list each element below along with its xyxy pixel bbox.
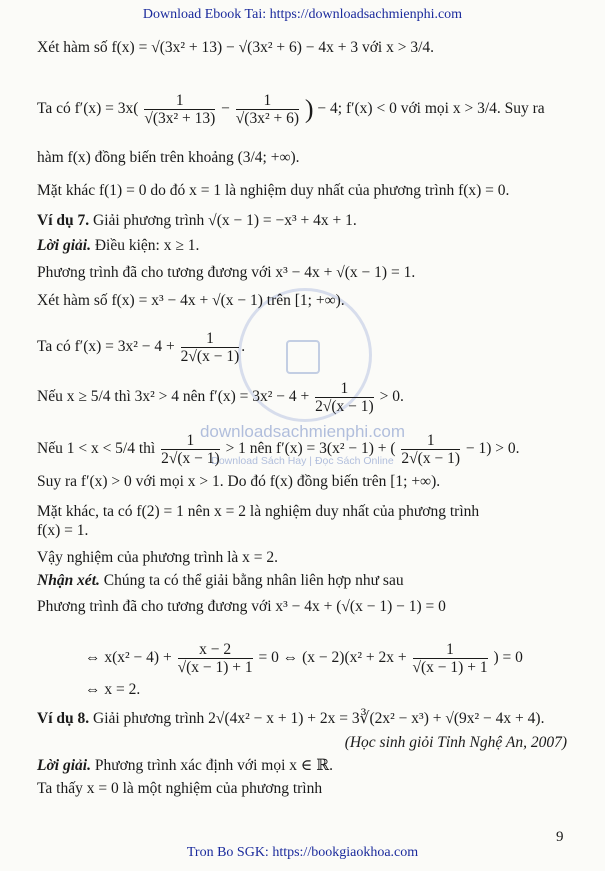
remark-title: Nhận xét. [37,572,100,589]
example-7-body: Giải phương trình √(x − 1) = −x³ + 4x + 1. [93,212,357,229]
line-4: Mặt khác f(1) = 0 do đó x = 1 là nghiệm duy nhất của phương trình f(x) = 0. [37,182,510,199]
line-10: Nếu x ≥ 5/4 thì 3x² > 4 nên f′(x) = 3x² − 4 + $\frac{1}{2√(x - 1)}$ > 0. [37,380,404,415]
solution-title: Lời giải. [37,237,91,254]
example-8 [37,709,544,729]
page-number: 9 [556,829,564,845]
line-8: Xét hàm số f(x) = x³ − 4x + √(x − 1) trên [1; +∞). [37,292,345,309]
line-9: Ta có f′(x) = 3x² − 4 + $\frac{1}{2√(x - 1)}$ . [37,330,246,365]
remark-line [37,571,404,591]
header-link[interactable]: Download Ebook Tai: https://downloadsachmienphi.com [142,7,463,22]
fraction-e: $\frac{1}{2√(x - 1)}$ [161,432,220,467]
example-8-body: Giải phương trình 2√(4x² − x + 1) + 2x = 3∛(2x² − x³) + √(9x² − 4x + 4). [93,710,545,727]
footer-link[interactable]: Tron Bo SGK: https://bookgiaokhoa.com [186,845,419,860]
fraction-f: $\frac{1}{2√(x - 1)}$ [401,432,460,467]
remark-body: Chúng ta có thể giải bằng nhân liên hợp như sau [103,572,404,589]
line-21-body: Phương trình xác định với mọi x ∈ ℝ. [94,757,333,774]
line-22: Ta thấy x = 0 là một nghiệm của phương trình [37,780,323,797]
line-3: hàm f(x) đồng biến trên khoảng (3/4; +∞). [37,149,300,166]
fraction-b: $\frac{1}{\text{√(3x² + 6)}}$ [235,92,299,127]
watermark-book-icon [286,340,320,374]
solution-line [37,236,199,256]
line-7: Phương trình đã cho tương đương với x³ − 4x + √(x − 1) = 1. [37,264,416,281]
line-14: f(x) = 1. [37,522,89,539]
fraction-h: $\frac{1}{√(x - 1) + 1}$ [412,641,488,676]
fraction-d: $\frac{1}{2√(x - 1)}$ [315,380,374,415]
example-7-title: Ví dụ 7. [37,212,90,229]
line-17: Phương trình đã cho tương đương với x³ − 4x + (√(x − 1) − 1) = 0 [37,598,446,615]
line-21-title: Lời giải. [37,757,91,774]
example-8-source: (Học sinh giỏi Tỉnh Nghệ An, 2007) [344,734,567,751]
denominator-a: √(3x² + 13) [144,110,216,127]
line-19: ⇔ x = 2. [85,681,141,698]
line-2-start: Ta có f′(x) = 3x( [37,100,139,118]
line-2: Ta có f′(x) = 3x( $\frac{1}{\text{√(3x² + 13)}}$ − $\frac{1}{\text{√(3x² + 6)}}$ ) − 4; f′(x) < 0 với mọi x > 3/4. Suy ra [37,92,545,127]
line-12: Suy ra f′(x) > 0 với mọi x > 1. Do đó f(x) đồng biến trên [1; +∞). [37,473,441,490]
line-15: Vậy nghiệm của phương trình là x = 2. [37,549,278,566]
line-11: Nếu 1 < x < 5/4 thì $\frac{1}{2√(x - 1)}$ > 1 nên f′(x) = 3(x² − 1) + ( $\frac{1}{2√(x - 1)}$ − 1) > 0. [37,432,520,467]
fraction-g: $\frac{x - 2}{√(x - 1) + 1}$ [177,641,253,676]
line-2-end: − 4; f′(x) < 0 với mọi x > 3/4. Suy ra [317,100,545,118]
denominator-b: √(3x² + 6) [235,110,299,127]
line-21 [37,756,333,776]
example-8-title: Ví dụ 8. [37,710,90,727]
line-1: Xét hàm số f(x) = √(3x² + 13) − √(3x² + 6) − 4x + 3 với x > 3/4. [37,39,435,56]
watermark-tagline: Download Sách Hay | Đọc Sách Online [211,455,394,467]
fraction-c: $\frac{1}{2√(x - 1)}$ [180,330,240,365]
line-13: Mặt khác, ta có f(2) = 1 nên x = 2 là nghiệm duy nhất của phương trình [37,503,480,520]
example-7 [37,211,357,231]
watermark-domain: downloadsachmienphi.com [199,422,406,441]
fraction-a: $\frac{1}{\text{√(3x² + 13)}}$ [144,92,216,127]
solution-body: Điều kiện: x ≥ 1. [94,237,200,254]
line-18: ⇔ x(x² − 4) + $\frac{x - 2}{√(x - 1) + 1}$ = 0 ⇔ (x − 2)(x² + 2x + $\frac{1}{√(x - 1) + 1}$ ) = 0 [85,641,523,676]
